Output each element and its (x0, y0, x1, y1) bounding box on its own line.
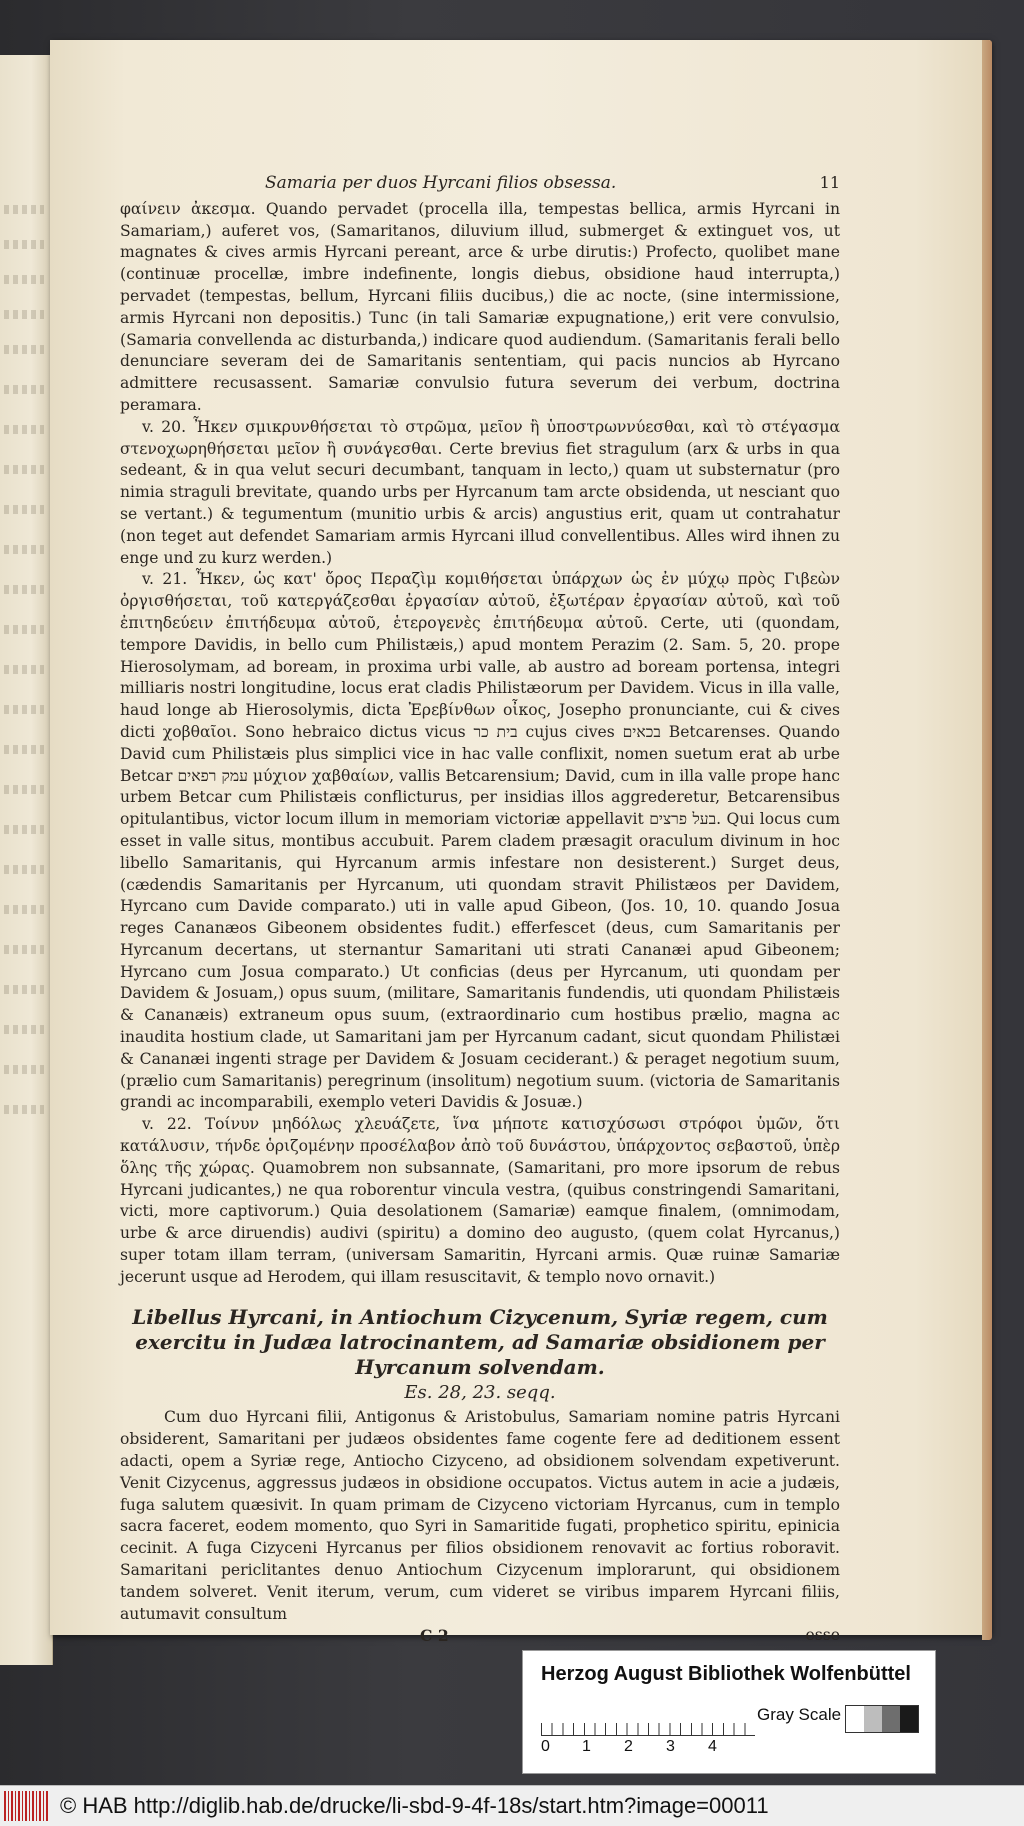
signature-line (120, 1625, 840, 1647)
facing-page-text (4, 785, 44, 794)
page-text-block (120, 172, 840, 1647)
facing-page-edge (0, 55, 53, 1665)
gray-scale-swatches (845, 1705, 919, 1733)
ruler-number: 3 (666, 1738, 675, 1755)
paragraph-v22: v. 22. Τοίνυν μηδόλως χλευάζετε, ἵνα μήποτε κατισχύσωσι στρόφοι ὑμῶν, ὅτι κατάλυσιν, τήνδε ὁριζομένην προσέλαβον ἀπὸ τοῦ δυνάστου, ὑπάρχοντος σεβαστοῦ, ὑπὲρ ὅλης τῆς χώρας. Quamobrem non subsannate, (Samaritani, pro more ipsorum de rebus Hyrcani judicantes,) ne qua roborentur vincula vestra, (quibus constringendi Samaritani, victi, more captivorum.) Quia desolationem (Samariæ) eamque finalem, (omnimodam, urbe & arce diruendis) audivi (spiritu) a domino deo augusto, (quem colat Hyrcanus,) super totam illam terram, (universam Samaritin, Hyrcani armis. Quæ ruinæ Samariæ jecerunt usque ad Herodem, qui illam resuscitavit, & templo novo ornavit.) (120, 1115, 840, 1286)
facing-page-text (4, 1065, 44, 1074)
facing-page-text (4, 465, 44, 474)
section-reference: Es. 28, 23. seqq. (404, 1381, 556, 1403)
facing-page-text (4, 745, 44, 754)
facing-page-text (4, 425, 44, 434)
facing-page-text (4, 1025, 44, 1034)
facing-page-text (4, 705, 44, 714)
gray-swatch (882, 1706, 900, 1732)
facing-page-text (4, 345, 44, 354)
catchword: esse (805, 1626, 840, 1645)
facing-page-text (4, 310, 44, 319)
page-edge-shadow (982, 40, 992, 1640)
paragraph-v19: φαίνειν ἀκεσμα. Quando pervadet (procella illa, tempestas bellica, armis Hyrcani in Samariam,) auferet vos, (Samaritanos, diluvium illud, submerget & extinguet vos, ut magnates & cives armis Hyrcani pereant, arce & urbe dirutis:) Profecto, quolibet mane (continuæ procellæ, imbre indefinente, longis diebus, obsidione haud interrupta,) pervadet (tempestas, bellum, Hyrcani filiis ducibus,) die ac nocte, (sine intermissione, armis Hyrcani non depositis.) Tunc (in tali Samariæ expugnatione,) erit vere convulsio, (Samaria convellenda ac disturbanda,) indicare quod audiendum. (Samaritanis ferali bello denunciare severam dei de Samaritanis sententiam, qui pacis nuncios ab Hyrcano admittere recusassent. Samariæ convulsio futura severum dei verbum, doctrina peramara. (120, 199, 840, 414)
ruler-numbers (541, 1738, 781, 1760)
facing-page-text (4, 545, 44, 554)
source-url[interactable]: © HAB http://diglib.hab.de/drucke/li-sbd-9-4f-18s/start.htm?image=00011 (60, 1793, 769, 1818)
facing-page-text (4, 825, 44, 834)
barcode-icon (4, 1791, 50, 1821)
gray-swatch (846, 1706, 864, 1732)
gray-swatch (864, 1706, 882, 1732)
facing-page-text (4, 985, 44, 994)
facing-page-text (4, 240, 44, 249)
facing-page-text (4, 505, 44, 514)
library-color-bar (522, 1650, 936, 1774)
ruler-number: 4 (708, 1738, 717, 1755)
paragraph-v21: v. 21. Ἦκεν, ὡς κατ' ὄρος Περαζὶμ κομιθήσεται ὑπάρχων ὡς ἐν μύχῳ πρὸς Γιβεὼν ὀργισθήσεται, τοῦ κατεργάζεσθαι ἐργασίαν αὐτοῦ, ἐξωτέραν ἐργασίαν αὐτοῦ, καὶ τοῦ ἐπιτηδεύειν ἐπιτήδευμα αὐτοῦ, ἑτερογενὲς ἐπιτήδευμα αὐτοῦ. Certe, uti (quondam, tempore Davidis, in bello cum Philistæis,) apud montem Perazim (2. Sam. 5, 20. prope Hierosolymam, ad boream, in proxima urbi valle, ab austro ad boream portensa, integri milliaris nostri longitudine, locus erat cladis Philistæorum per Davidem. Vicus in illa valle, haud longe ab Hierosolymis, dicta Ἐρεβίνθων οἶκος, Josepho pronunciante, cui & cives dicti χοβθαῖοι. Sono hebraico dictus vicus בית כר cujus cives בכאים Betcarenses. Quando David cum Philistæis plus simplici vice in hac valle conflixit, nomen suetum erat ab urbe Betcar עמק רפאים μύχιον χαβθαίων, vallis Betcarensium; David, cum in illa valle prope hanc urbem Betcar cum Philistæis conflicturus, per insidias illos aggrederetur, Betcarensibus opitulantibus, victor locum illum in memoriam victoriæ appellavit בעל פרצים. Qui locus cum esset in valle situs, montibus accubuit. Parem cladem præsagit oraculum divinum in hoc libello Samaritanis, qui Hyrcanum armis infestare non desisterent.) Surget deus, (cædendis Samaritanis per Hyrcanum, uti quondam stravit Philistæos per Davidem, Hyrcano cum Davide comparato.) uti in valle apud Gibeon, (Jos. 10, 10. quando Josua reges Cananæos Gibeonem obsidentes fudit.) efferfescet (deus, cum Samaritanis per Hyrcanum decertans, ut sternantur Samaritani uti strati Cananæi apud Gibeonem; Hyrcano cum Josua comparato.) Ut conficias (deus per Hyrcanum, uti quondam per Davidem & Josuam,) opus suum, (militare, Samaritanis fundendis, uti quondam Philistæis & Cananæis) extraneum opus suum, (extraordinario cum hostibus prælio, magna ac inaudita hostium clade, ut Samaritani jam per Hyrcanum cadant, sicut quondam Philistæi & Cananæi ingenti strage per Davidem & Josuam ceciderant.) & peraget negotium suum, (prælio cum Samaritanis) peregrinum (insolitum) negotium suum. (victoria de Samaritanis grandi ac incomparabili, exemplo veteri Davidis & Josuæ.) (120, 570, 840, 1112)
facing-page-text (4, 275, 44, 284)
facing-page-text (4, 205, 44, 214)
gray-scale-label: Gray Scale (757, 1705, 842, 1724)
page-number: 11 (819, 173, 840, 192)
library-name: Herzog August Bibliothek Wolfenbüttel (541, 1663, 911, 1685)
facing-page-text (4, 625, 44, 634)
facing-page-text (4, 1105, 44, 1114)
facing-page-text (4, 865, 44, 874)
ruler-number: 2 (624, 1738, 633, 1755)
facing-page-text (4, 945, 44, 954)
viewer-footer-bar (0, 1785, 1024, 1826)
running-head (120, 172, 840, 195)
facing-page-text (4, 905, 44, 914)
facing-page-text (4, 585, 44, 594)
facing-page-text (4, 385, 44, 394)
ruler-number: 0 (541, 1738, 550, 1755)
facing-page-text (4, 665, 44, 674)
section-title: Libellus Hyrcani, in Antiochum Cizycenum, Syriæ regem, cum exercitu in Judæa latrocinantem, ad Samariæ obsidionem per Hyrcanum solvendam. (132, 1304, 828, 1379)
gray-swatch (900, 1706, 918, 1732)
scale-ruler (541, 1701, 755, 1736)
body-paragraph: Cum duo Hyrcani filii, Antigonus & Aristobulus, Samariam nomine patris Hyrcani obsiderent, Samaritani per judæos obsidentes fame cogente fere ad deditionem essent adacti, opem a Syriæ rege, Antiocho Cizyceno, ad obsidionem solvendam expetiverunt. Venit Cizycenus, aggressus judæos in obsidione occupatos. Victus autem in acie a judæis, fuga salutem quæsivit. In quam primam de Cizyceno victoriam Hyrcanus, cum in templo sacra faceret, eodem momento, quo Syri in Samaritide fugati, prophetico spiritu, epinicia cecinit. A fuga Cizyceni Hyrcanus per filios obsidionem renovavit ac fortius roboravit. Samaritani periclitantes denuo Antiochum Cizycenum implorarunt, qui obsidionem tandem solveret. Venit iterum, verum, cum videret se viribus imparem Hyrcani filiis, autumavit consultum (120, 1408, 840, 1623)
ruler-number: 1 (582, 1738, 591, 1755)
paragraph-v20: v. 20. Ἦκεν σμικρυνθήσεται τὸ στρῶμα, μεῖον ἢ ὑποστρωννύεσθαι, καὶ τὸ στέγασμα στενοχωρηθήσεται μεῖον ἢ συνάγεσθαι. Certe brevius fiet stragulum (arx & urbs in qua sedeant, & in qua velut securi decumbant, tanquam in lecto,) quam ut substernatur (pro nimia straguli brevitate, quando urbs per Hyrcanum tam arcte obsidenda, ut nesciant quo se vertant.) & tegumentum (munitio urbis & arcis) angustius erit, quam ut contrahatur (non teget aut defendet Samariam armis Hyrcani illud convellentibus. Alles wird ihnen zu enge und zu kurz werden.) (120, 417, 840, 567)
signature-mark: C 2 (420, 1626, 449, 1646)
running-head-title: Samaria per duos Hyrcani filios obsessa. (265, 173, 617, 193)
